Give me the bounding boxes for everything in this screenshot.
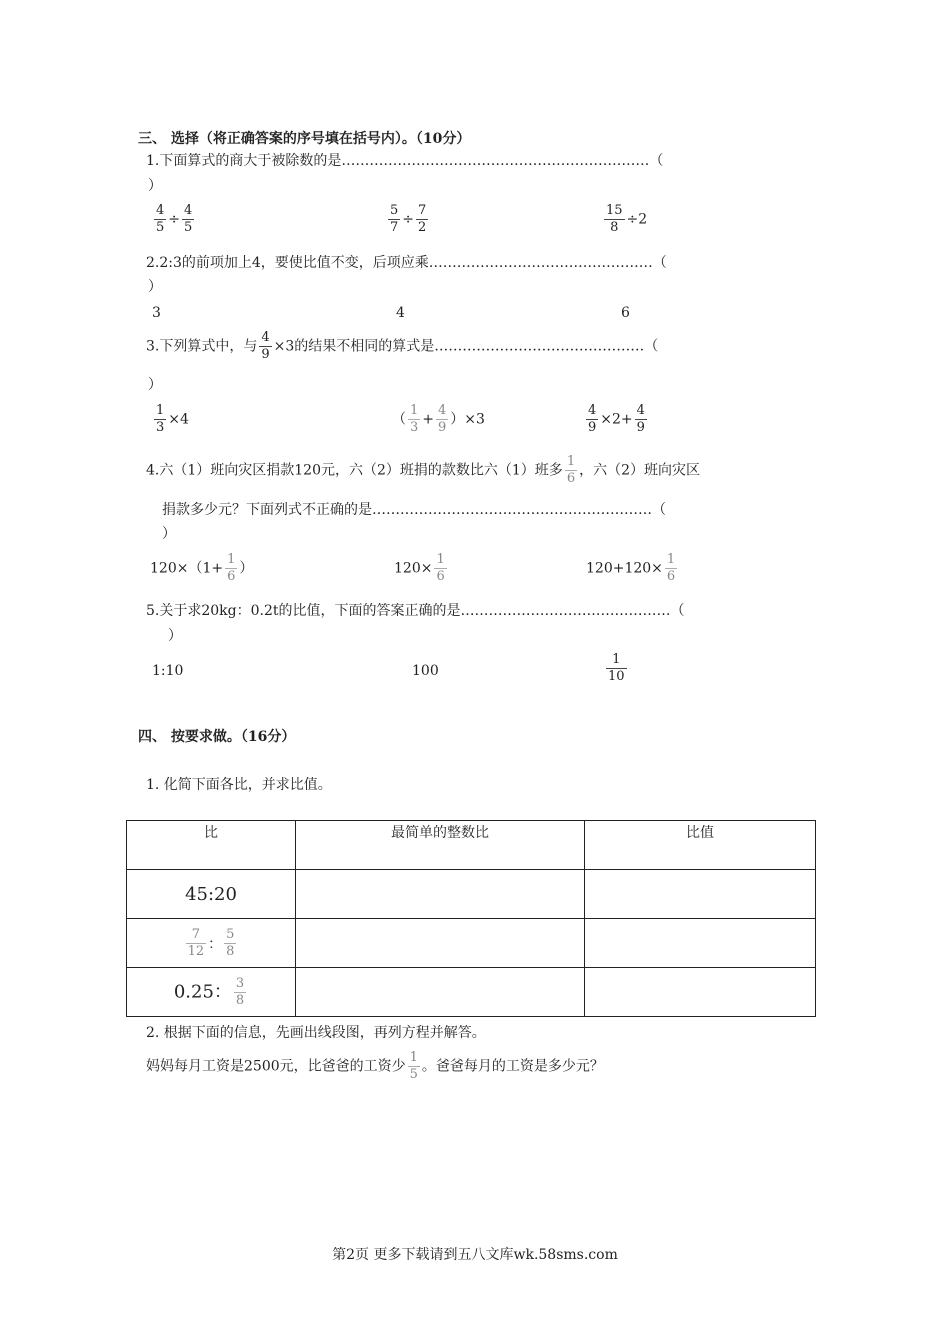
ratio-cell: 45:20 (127, 870, 296, 919)
fraction: $\frac{4}{9}$ (588, 403, 597, 435)
fraction: $\frac{1}{6}$ (566, 454, 576, 486)
s4-q1-text: 1. 化简下面各比，并求比值。 (146, 777, 332, 793)
q1-option-c: $\frac{15}{8}$ ÷2 (606, 203, 648, 235)
ratio-cell: 0.25： $\frac{3}{8}$ (127, 968, 296, 1017)
fraction: $\frac{3}{8}$ (235, 975, 245, 1008)
q3-option-a: $\frac{1}{3}$ ×4 (156, 403, 189, 435)
fraction: $\frac{1}{3}$ (410, 403, 419, 435)
answer-cell[interactable] (585, 919, 816, 968)
table-row (127, 919, 816, 968)
q1-option-a: $\frac{4}{5}$ ÷ $\frac{4}{5}$ (156, 203, 193, 235)
q5-option-c (604, 652, 629, 685)
table-header: 最简单的整数比 (296, 821, 585, 870)
q2-option-c: 6 (621, 305, 630, 321)
table-header-row (127, 821, 816, 870)
q3-option-b: （ $\frac{1}{3}$ + $\frac{4}{9}$ ）×3 (392, 403, 485, 435)
section4-heading: 四、 按要求做。（16分） (138, 729, 296, 745)
q4-close: ） (162, 526, 176, 542)
fraction: $\frac{4}{5}$ (184, 203, 193, 235)
fraction: $\frac{4}{9}$ (438, 403, 447, 435)
q4-option-a: 120×（1+ $\frac{1}{6}$ ） (150, 552, 254, 584)
table-header: 比 (127, 821, 296, 870)
fraction: $\frac{5}{8}$ (226, 926, 235, 959)
fraction: $\frac{1}{6}$ (666, 552, 676, 584)
fraction: $\frac{15}{8}$ (606, 203, 623, 235)
fraction: $\frac{7}{2}$ (418, 203, 427, 235)
fraction: $\frac{4}{9}$ (636, 403, 645, 435)
section3-heading: 三、 选择（将正确答案的序号填在括号内）。（10分） (138, 131, 471, 147)
q4-line1: 4.六（1）班向灾区捐款120元，六（2）班捐的款数比六（1）班多 $\frac{1}{6}$ ，六（2）班向灾区 (146, 454, 701, 486)
fraction: $\frac{7}{12}$ (187, 926, 205, 959)
q3-option-c: $\frac{4}{9}$ ×2+ $\frac{4}{9}$ (588, 403, 645, 435)
q4-option-b: 120× $\frac{1}{6}$ (394, 552, 445, 584)
answer-cell[interactable] (296, 919, 585, 968)
answer-cell[interactable] (585, 870, 816, 919)
q2-option-b: 4 (396, 305, 405, 321)
table-header: 比值 (585, 821, 816, 870)
fraction: $\frac{4}{9}$ (261, 330, 270, 362)
page-footer: 第2页 更多下载请到五八文库wk.58sms.com (332, 1247, 618, 1263)
q1-text: 1.下面算式的商大于被除数的是…………………………………………………………（ (146, 153, 664, 169)
fraction: $\frac{1}{6}$ (436, 552, 445, 584)
q4-line2: 捐款多少元？下面列式不正确的是……………………………………………………（ (162, 502, 666, 518)
ratio-table (126, 820, 816, 1017)
q2-option-a: 3 (152, 305, 161, 321)
q5-option-a: 1:10 (152, 663, 184, 679)
fraction: $\frac{1}{6}$ (227, 552, 236, 584)
q2-close: ） (148, 279, 162, 295)
ratio-cell: $\frac{7}{12}$ ： $\frac{5}{8}$ (127, 919, 296, 968)
answer-cell[interactable] (296, 870, 585, 919)
q3-close: ） (148, 377, 162, 393)
s4-q2-text: 2. 根据下面的信息，先画出线段图，再列方程并解答。 (146, 1025, 486, 1041)
q1-close: ） (148, 178, 162, 194)
fraction: $\frac{1}{5}$ (409, 1050, 418, 1082)
q4-option-c: 120+120× $\frac{1}{6}$ (586, 552, 676, 584)
fraction: $\frac{5}{7}$ (390, 203, 399, 235)
fraction: $\frac{1}{10}$ (608, 652, 625, 684)
table-row (127, 870, 816, 919)
answer-cell[interactable] (585, 968, 816, 1017)
q3-text: 3.下列算式中，与 $\frac{4}{9}$ ×3的结果不相同的算式是………………………………………（ (146, 330, 659, 362)
table-row (127, 968, 816, 1017)
s4-q2-detail: 妈妈每月工资是2500元，比爸爸的工资少 $\frac{1}{5}$ 。爸爸每月的工资是多少元？ (146, 1050, 604, 1082)
answer-cell[interactable] (296, 968, 585, 1017)
q2-text: 2.2:3的前项加上4，要使比值不变，后项应乘…………………………………………（ (146, 255, 667, 271)
q1-option-b: $\frac{5}{7}$ ÷ $\frac{7}{2}$ (390, 203, 427, 235)
q5-close: ） (168, 628, 182, 644)
fraction: $\frac{1}{3}$ (156, 403, 165, 435)
fraction: $\frac{4}{5}$ (156, 203, 165, 235)
q5-text: 5.关于求20kg：0.2t的比值，下面的答案正确的是………………………………………（ (146, 603, 685, 619)
q5-option-b: 100 (412, 663, 439, 679)
